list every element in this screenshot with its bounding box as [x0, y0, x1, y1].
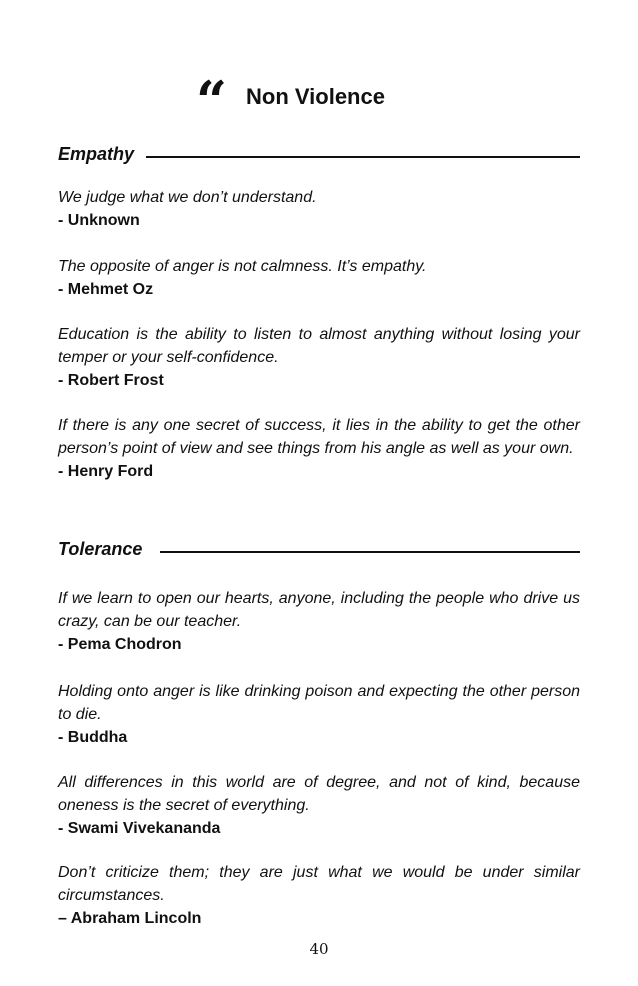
quote-entry — [58, 861, 580, 930]
section-title: Tolerance — [58, 538, 150, 560]
quote-author: - Henry Ford — [58, 463, 154, 480]
quote-author: - Robert Frost — [58, 372, 164, 389]
quote-entry — [58, 323, 580, 392]
quote-entry — [58, 771, 580, 840]
quote-text: If there is any one secret of success, it lies in the ability to get the other person’s point of view and see things from his angle as well as your own. — [58, 417, 580, 457]
quote-entry — [58, 186, 580, 232]
chapter-header — [0, 69, 638, 133]
section-heading-tolerance — [58, 538, 580, 562]
quote-author: - Swami Vivekananda — [58, 820, 221, 837]
quote-mark-icon: “ — [196, 69, 228, 133]
quote-entry — [58, 680, 580, 749]
quote-text: Holding onto anger is like drinking poison and expecting the other person to die. — [58, 683, 580, 723]
quote-entry — [58, 414, 580, 483]
quote-author: – Abraham Lincoln — [58, 910, 202, 927]
quote-author: - Mehmet Oz — [58, 281, 154, 298]
quote-text: Don’t criticize them; they are just what we would be under similar circumstances. — [58, 864, 580, 904]
section-rule — [146, 156, 580, 158]
quote-author: - Pema Chodron — [58, 636, 182, 653]
section-rule — [160, 551, 580, 553]
quote-text: If we learn to open our hearts, anyone, including the people who drive us crazy, can be our teacher. — [58, 590, 580, 630]
page-number: 40 — [309, 940, 329, 958]
chapter-title: Non Violence — [246, 84, 385, 109]
quote-text: The opposite of anger is not calmness. It’s empathy. — [58, 258, 427, 275]
section-title: Empathy — [58, 143, 142, 165]
quote-entry — [58, 255, 580, 301]
section-heading-empathy — [58, 143, 580, 167]
quote-author: - Buddha — [58, 729, 128, 746]
quote-entry — [58, 587, 580, 656]
quote-text: We judge what we don’t understand. — [58, 189, 317, 206]
quote-text: Education is the ability to listen to almost anything without losing your temper or your self-confidence. — [58, 326, 580, 366]
quote-author: - Unknown — [58, 212, 140, 229]
quote-text: All differences in this world are of degree, and not of kind, because oneness is the secret of everything. — [58, 774, 580, 814]
